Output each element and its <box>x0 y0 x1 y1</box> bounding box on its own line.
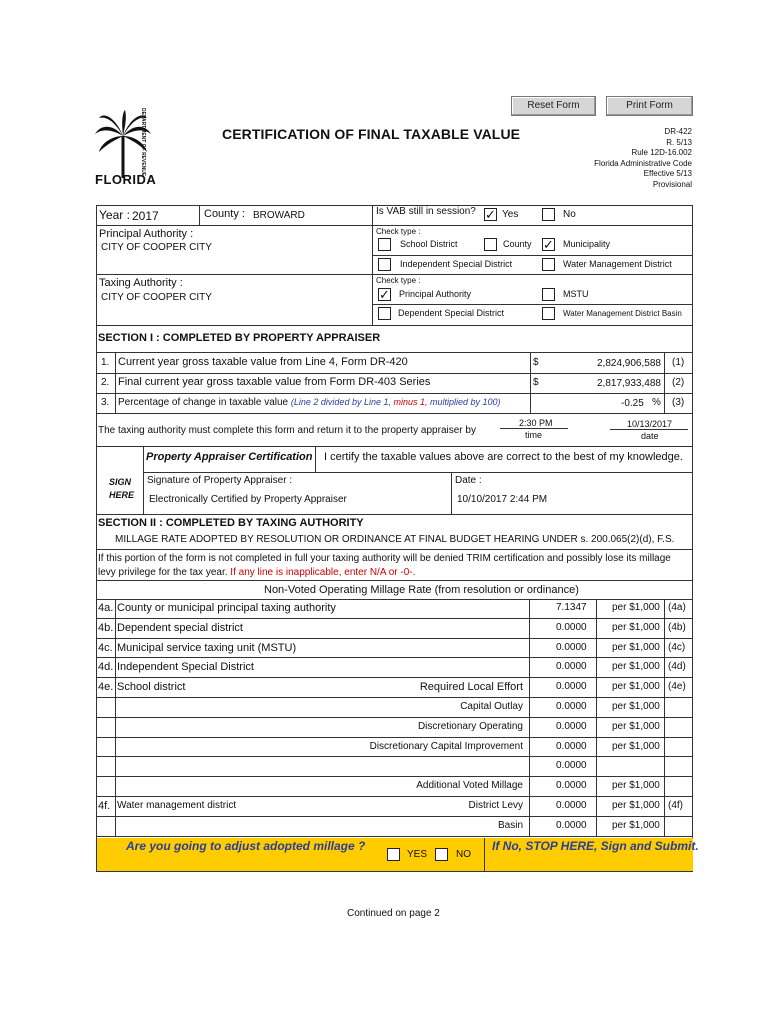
s1-row2-num: 2. <box>101 377 110 388</box>
millage-row <box>96 817 693 837</box>
principal-authority-checkbox[interactable]: ✓ <box>379 287 390 302</box>
isd-label: Independent Special District <box>400 259 513 269</box>
millage-row-value[interactable]: 7.1347 <box>556 602 587 613</box>
s1-row2-ref: (2) <box>672 377 685 388</box>
county-value[interactable]: BROWARD <box>253 210 305 221</box>
millage-row-value[interactable]: 0.0000 <box>556 701 587 712</box>
continued-text: Continued on page 2 <box>347 908 440 919</box>
millage-row-unit: per $1,000 <box>612 602 660 613</box>
municipality-label: Municipality <box>563 239 611 249</box>
millage-row-label: School district <box>117 681 186 694</box>
millage-row-sublabel: Capital Outlay <box>460 701 523 712</box>
millage-row-label: County or municipal principal taxing authority <box>117 602 336 614</box>
signature-label: Signature of Property Appraiser : <box>147 475 293 486</box>
vab-no-checkbox[interactable] <box>542 208 555 221</box>
check-type-label: Check type : <box>376 227 421 236</box>
wmd-checkbox[interactable] <box>542 258 555 271</box>
return-time-value[interactable]: 2:30 PM <box>519 418 553 428</box>
millage-row-label: Dependent special district <box>117 621 243 634</box>
millage-row-value[interactable]: 0.0000 <box>556 800 587 811</box>
millage-row-label: Water management district <box>117 800 237 811</box>
millage-row-unit: per $1,000 <box>612 800 660 811</box>
adjust-yes-label: YES <box>407 849 428 860</box>
s1-row3-ref: (3) <box>672 397 685 408</box>
school-district-label: School District <box>400 239 458 249</box>
section2-warning-a: If this portion of the form is not completed in full your taxing authority will be denied TRIM certification and possibly lose its millage <box>98 553 671 564</box>
s1-row2-cur: $ <box>533 377 539 388</box>
millage-row-value[interactable]: 0.0000 <box>556 760 587 772</box>
s1-row3-num: 3. <box>101 397 110 408</box>
dependent-checkbox[interactable] <box>378 307 391 320</box>
s1-row1-value[interactable]: 2,824,906,588 <box>597 358 661 369</box>
millage-row <box>96 658 693 678</box>
mstu-checkbox[interactable] <box>542 288 555 301</box>
millage-row <box>96 619 693 639</box>
millage-row-unit: per $1,000 <box>612 621 660 633</box>
millage-row-ref: (4e) <box>668 681 686 693</box>
millage-row-value[interactable]: 0.0000 <box>556 661 587 673</box>
millage-row-unit: per $1,000 <box>612 819 660 831</box>
dependent-label: Dependent Special District <box>398 308 505 318</box>
section2-title: SECTION II : COMPLETED BY TAXING AUTHORITY <box>98 517 364 529</box>
s1-row3-value[interactable]: -0.25 <box>621 398 644 409</box>
millage-row-num: 4f. <box>98 800 111 812</box>
page-title: CERTIFICATION OF FINAL TAXABLE VALUE <box>222 126 521 142</box>
millage-row <box>96 757 693 777</box>
vab-yes-label: Yes <box>502 209 519 220</box>
millage-row-sublabel: Discretionary Operating <box>417 720 523 732</box>
reset-form-button[interactable]: Reset Form <box>511 96 596 116</box>
section1-title: SECTION I : COMPLETED BY PROPERTY APPRAISER <box>98 332 381 344</box>
form-meta: DR-422 R. 5/13 Rule 12D-16.002 Florida Administrative Code Effective 5/13 Provisional <box>594 127 692 189</box>
municipality-checkbox[interactable]: ✓ <box>543 237 554 252</box>
s1-row3-pct: % <box>652 397 661 408</box>
millage-row <box>96 718 693 738</box>
here-label: HERE <box>109 490 135 500</box>
date-field-label: Date : <box>455 475 482 486</box>
wmd-label: Water Management District <box>563 259 672 269</box>
millage-row <box>96 599 693 619</box>
principal-value[interactable]: CITY OF COOPER CITY <box>101 242 212 253</box>
millage-row-value[interactable]: 0.0000 <box>556 621 587 633</box>
millage-row-unit: per $1,000 <box>612 720 660 732</box>
millage-row-ref: (4a) <box>668 602 686 613</box>
millage-row-num: 4e. <box>98 681 114 694</box>
adjust-yes-checkbox[interactable] <box>387 848 400 861</box>
millage-row-ref: (4d) <box>668 661 686 673</box>
millage-row-value[interactable]: 0.0000 <box>556 780 587 792</box>
s1-row1-ref: (1) <box>672 357 685 368</box>
year-label: Year : <box>99 208 130 222</box>
millage-row-unit: per $1,000 <box>612 740 660 752</box>
cert-text: I certify the taxable values above are correct to the best of my knowledge. <box>324 451 683 463</box>
adjust-no-label: NO <box>456 849 471 860</box>
return-text: The taxing authority must complete this form and return it to the property appraiser by <box>98 425 476 436</box>
check-type-label-2: Check type : <box>376 276 421 285</box>
s1-row2-value[interactable]: 2,817,933,488 <box>597 378 661 389</box>
millage-row-sublabel: District Levy <box>468 800 523 811</box>
s1-row3-label-wrap: Percentage of change in taxable value (Line 2 divided by Line 1, minus 1, multiplied by 100) <box>118 397 501 408</box>
school-district-checkbox[interactable] <box>378 238 391 251</box>
vab-yes-checkbox[interactable]: ✓ <box>485 207 496 222</box>
millage-row <box>96 738 693 758</box>
millage-row-ref: (4b) <box>668 621 686 633</box>
millage-row-label: Municipal service taxing unit (MSTU) <box>117 641 297 654</box>
s1-row1-label: Current year gross taxable value from Line 4, Form DR-420 <box>118 356 408 368</box>
millage-row-value[interactable]: 0.0000 <box>556 819 587 831</box>
principal-label: Principal Authority : <box>99 228 194 240</box>
vab-label: Is VAB still in session? <box>376 206 476 217</box>
millage-row-num: 4c. <box>98 641 113 654</box>
millage-row <box>96 639 693 659</box>
s1-row1-cur: $ <box>533 357 539 368</box>
wmd-basin-checkbox[interactable] <box>542 307 555 320</box>
mstu-label: MSTU <box>563 289 589 299</box>
sign-label: SIGN <box>109 477 132 487</box>
millage-row-num: 4d. <box>98 661 114 674</box>
millage-row-unit: per $1,000 <box>612 681 660 693</box>
s1-row1-num: 1. <box>101 357 110 368</box>
taxing-value[interactable]: CITY OF COOPER CITY <box>101 292 212 303</box>
millage-row-num: 4a. <box>98 602 114 614</box>
logo-dept-text: DEPARTMENT OF REVENUE <box>140 108 146 177</box>
stop-text: If No, STOP HERE, Sign and Submit. <box>492 839 699 853</box>
millage-row-unit: per $1,000 <box>612 780 660 792</box>
adjust-no-checkbox[interactable] <box>435 848 448 861</box>
s1-row2-label: Final current year gross taxable value from Form DR-403 Series <box>118 376 431 388</box>
date-field-value[interactable]: 10/10/2017 2:44 PM <box>457 494 548 505</box>
principal-authority-label: Principal Authority <box>399 289 472 299</box>
return-date-label: date <box>641 431 659 441</box>
millage-row-unit: per $1,000 <box>612 661 660 673</box>
county-option-label: County <box>503 239 532 249</box>
millage-row <box>96 678 693 698</box>
section2-subtitle: MILLAGE RATE ADOPTED BY RESOLUTION OR ORDINANCE AT FINAL BUDGET HEARING UNDER s. 200.065(2)(d), F.S. <box>115 534 675 545</box>
section2-warning-b: levy privilege for the tax year. If any line is inapplicable, enter N/A or -0-. <box>98 567 416 578</box>
millage-row-value[interactable]: 0.0000 <box>556 681 587 693</box>
nonvoted-title: Non-Voted Operating Millage Rate (from resolution or ordinance) <box>264 584 579 596</box>
millage-row <box>96 777 693 797</box>
millage-row-label: Independent Special District <box>117 661 254 674</box>
millage-row-value[interactable]: 0.0000 <box>556 641 587 653</box>
year-value[interactable]: 2017 <box>132 209 159 223</box>
return-time-label: time <box>525 430 543 440</box>
millage-row-sublabel: Required Local Effort <box>419 681 523 694</box>
vab-no-label: No <box>563 209 576 220</box>
print-form-button[interactable]: Print Form <box>606 96 693 116</box>
wmd-basin-label: Water Management District Basin <box>563 309 682 318</box>
millage-row-num: 4b. <box>98 621 114 634</box>
millage-row-sublabel: Basin <box>497 819 523 831</box>
millage-row-unit: per $1,000 <box>612 641 660 653</box>
cert-title: Property Appraiser Certification <box>146 451 313 463</box>
millage-row-value[interactable]: 0.0000 <box>556 740 587 752</box>
millage-row-unit: per $1,000 <box>612 701 660 712</box>
taxing-label: Taxing Authority : <box>99 277 183 289</box>
logo-state: FLORIDA <box>95 172 157 187</box>
millage-row-ref: (4c) <box>668 641 686 653</box>
millage-row-value[interactable]: 0.0000 <box>556 720 587 732</box>
county-label: County : <box>204 208 245 220</box>
county-checkbox[interactable] <box>484 238 497 251</box>
signature-value[interactable]: Electronically Certified by Property Appraiser <box>149 494 347 505</box>
millage-row-sublabel: Discretionary Capital Improvement <box>369 740 523 752</box>
millage-row-ref: (4f) <box>668 800 683 811</box>
millage-row <box>96 797 693 817</box>
adjust-question: Are you going to adjust adopted millage ? <box>126 839 366 853</box>
millage-row-sublabel: Additional Voted Millage <box>416 780 523 792</box>
isd-checkbox[interactable] <box>378 258 391 271</box>
return-date-value[interactable]: 10/13/2017 <box>627 419 673 429</box>
millage-row <box>96 698 693 718</box>
